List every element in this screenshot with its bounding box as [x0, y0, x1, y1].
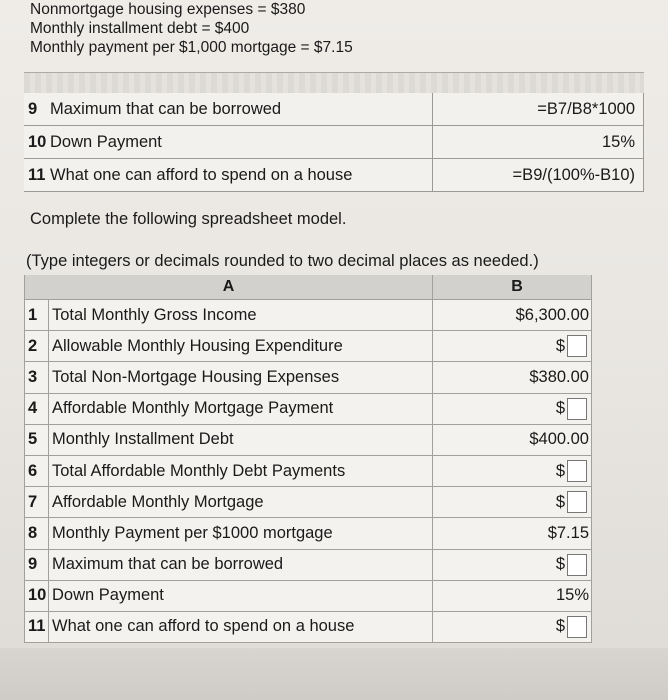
- row-number: 5: [25, 425, 49, 455]
- column-header-a: A: [25, 275, 433, 299]
- cropped-row-edge: [24, 72, 644, 93]
- table-row: [25, 425, 591, 456]
- spreadsheet-model: [24, 275, 592, 643]
- row-label: Monthly Payment per $1000 mortgage: [52, 523, 333, 542]
- formula-cell: =B7/B8*1000: [433, 93, 644, 125]
- row-label: Affordable Monthly Mortgage: [52, 492, 264, 511]
- table-row: [25, 300, 591, 331]
- row-label: Allowable Monthly Housing Expenditure: [52, 336, 343, 355]
- rounding-note: (Type integers or decimals rounded to two decimal places as needed.): [26, 252, 539, 270]
- formula-row: [24, 159, 644, 192]
- table-row: [25, 550, 591, 581]
- cell-value: $7.15: [547, 523, 589, 542]
- table-row: [25, 487, 591, 518]
- currency-prefix: $: [555, 555, 565, 574]
- answer-input[interactable]: [567, 616, 587, 638]
- row-number: 9: [25, 550, 49, 580]
- row-label: Total Non-Mortgage Housing Expenses: [52, 367, 340, 386]
- row-number: 11: [25, 612, 49, 642]
- given-values: [30, 0, 353, 57]
- row-label: Monthly Installment Debt: [52, 430, 234, 449]
- answer-input[interactable]: [567, 491, 587, 513]
- row-number: 11: [28, 165, 46, 184]
- row-number: 6: [25, 456, 49, 486]
- row-label: Affordable Monthly Mortgage Payment: [52, 399, 334, 418]
- row-number: 1: [25, 300, 49, 330]
- cell-value: $6,300.00: [515, 305, 589, 324]
- instruction-text: Complete the following spreadsheet model.: [30, 210, 347, 228]
- formula-table: [24, 72, 644, 192]
- table-row: [25, 612, 591, 643]
- formula-cell: =B9/(100%-B10): [433, 159, 644, 191]
- bottom-shadow: [0, 648, 668, 700]
- row-number: 7: [25, 487, 49, 517]
- row-number: 10: [25, 581, 49, 611]
- row-label: Maximum that can be borrowed: [50, 99, 282, 118]
- answer-input[interactable]: [567, 398, 587, 420]
- cell-value: $400.00: [529, 430, 589, 449]
- table-row: [25, 581, 591, 612]
- column-header-row: [25, 275, 591, 300]
- currency-prefix: $: [555, 617, 565, 636]
- formula-row: [24, 126, 644, 159]
- currency-prefix: $: [555, 492, 565, 511]
- row-label: What one can afford to spend on a house: [52, 617, 355, 636]
- cell-value: 15%: [555, 586, 589, 605]
- currency-prefix: $: [555, 336, 565, 355]
- formula-cell: 15%: [433, 126, 644, 158]
- row-number: 3: [25, 362, 49, 392]
- row-label: Down Payment: [50, 132, 162, 151]
- row-number: 8: [25, 518, 49, 548]
- given-line: Monthly payment per $1,000 mortgage = $7.15: [30, 39, 353, 56]
- row-number: 9: [28, 99, 38, 118]
- table-row: [25, 362, 591, 393]
- table-row: [25, 518, 591, 549]
- row-label: Maximum that can be borrowed: [52, 555, 284, 574]
- table-row: [25, 331, 591, 362]
- table-row: [25, 456, 591, 487]
- row-number: 4: [25, 394, 49, 424]
- table-row: [25, 394, 591, 425]
- given-line: Monthly installment debt = $400: [30, 20, 250, 37]
- currency-prefix: $: [555, 399, 565, 418]
- row-label: Total Affordable Monthly Debt Payments: [52, 461, 346, 480]
- answer-input[interactable]: [567, 554, 587, 576]
- given-line: Nonmortgage housing expenses = $380: [30, 1, 306, 18]
- row-label: Down Payment: [52, 586, 164, 605]
- column-header-b: B: [511, 278, 523, 295]
- row-number: 2: [25, 331, 49, 361]
- row-label: What one can afford to spend on a house: [50, 165, 353, 184]
- cell-value: $380.00: [529, 367, 589, 386]
- row-label: Total Monthly Gross Income: [52, 305, 257, 324]
- currency-prefix: $: [555, 461, 565, 480]
- answer-input[interactable]: [567, 335, 587, 357]
- formula-row: [24, 93, 644, 126]
- answer-input[interactable]: [567, 460, 587, 482]
- row-number: 10: [28, 132, 47, 151]
